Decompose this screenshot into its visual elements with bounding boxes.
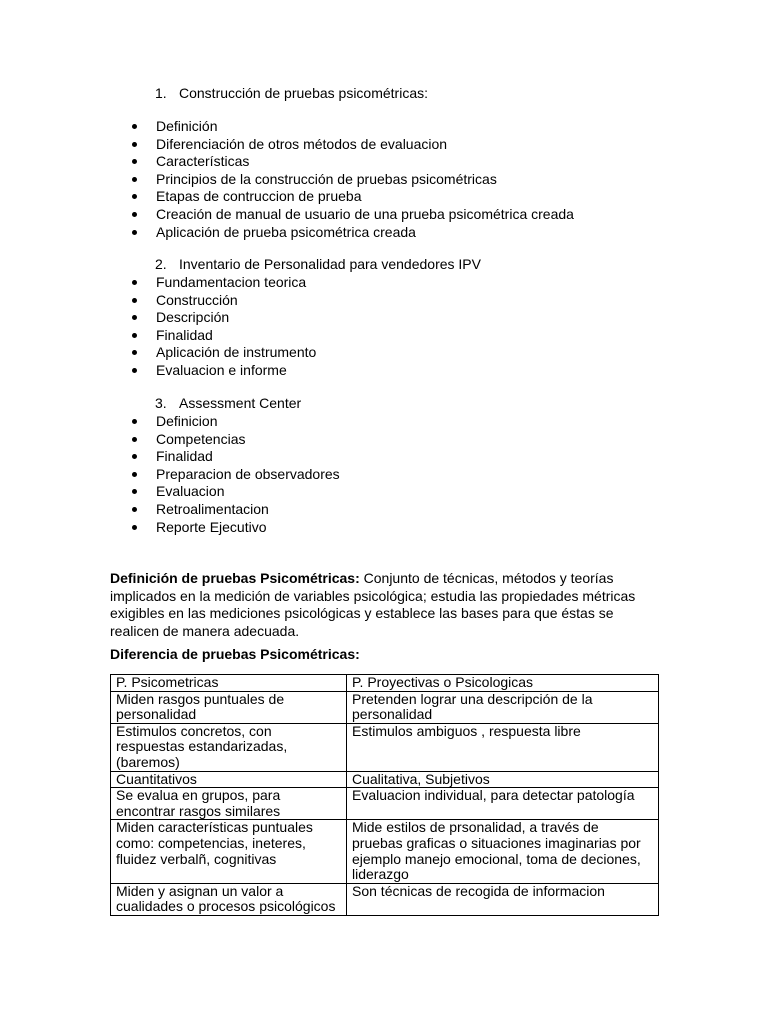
- list-item: Descripción: [0, 309, 768, 327]
- section-number: 3.: [155, 395, 167, 411]
- list-item: Creación de manual de usuario de una prueba psicométrica creada: [0, 206, 768, 224]
- section-heading: [155, 256, 481, 273]
- list-item: Finalidad: [0, 448, 768, 466]
- bullet-icon: [132, 298, 137, 303]
- list-item: Reporte Ejecutivo: [0, 519, 768, 537]
- bullet-icon: [132, 194, 137, 199]
- table-cell: Miden y asignan un valor a cualidades o procesos psicológicos: [111, 883, 347, 915]
- table-cell: Mide estilos de prsonalidad, a través de pruebas graficas o situaciones imaginarias por ejemplo manejo emocional, toma de deciones, liderazgo: [347, 820, 659, 883]
- comparison-table: [110, 674, 659, 916]
- list-item: Aplicación de instrumento: [0, 344, 768, 362]
- bullet-icon: [132, 230, 137, 235]
- list-item: Definición: [0, 118, 768, 136]
- table-row: [111, 723, 659, 771]
- table-header-row: [111, 675, 659, 692]
- bullet-icon: [132, 350, 137, 355]
- bullet-icon: [132, 368, 137, 373]
- section-heading: [155, 85, 428, 102]
- bullet-icon: [132, 507, 137, 512]
- section-number: 2.: [155, 256, 167, 272]
- section-title: Inventario de Personalidad para vendedores IPV: [179, 256, 481, 272]
- table-row: [111, 771, 659, 788]
- table-cell: Miden características puntuales como: competencias, ineteres, fluidez verbalñ, cognitivas: [111, 820, 347, 883]
- table-row: [111, 883, 659, 915]
- list-item: Finalidad: [0, 327, 768, 345]
- list-item: Construcción: [0, 292, 768, 310]
- table-cell: Estimulos ambiguos , respuesta libre: [347, 723, 659, 771]
- list-item: Retroalimentacion: [0, 501, 768, 519]
- bullet-icon: [132, 489, 137, 494]
- bullet-icon: [132, 454, 137, 459]
- list-item: Fundamentacion teorica: [0, 274, 768, 292]
- bullet-icon: [132, 124, 137, 129]
- table-cell: Miden rasgos puntuales de personalidad: [111, 691, 347, 723]
- bullet-list: [0, 118, 768, 241]
- bullet-icon: [132, 142, 137, 147]
- table-cell: Cualitativa, Subjetivos: [347, 771, 659, 788]
- bullet-icon: [132, 472, 137, 477]
- difference-heading: Diferencia de pruebas Psicométricas:: [110, 646, 360, 662]
- list-item: Competencias: [0, 431, 768, 449]
- list-item: Etapas de contruccion de prueba: [0, 188, 768, 206]
- bullet-list: [0, 413, 768, 536]
- bullet-icon: [132, 177, 137, 182]
- section-title: Construcción de pruebas psicométricas:: [179, 85, 429, 101]
- list-item: Definicion: [0, 413, 768, 431]
- bullet-icon: [132, 280, 137, 285]
- table-cell: Son técnicas de recogida de informacion: [347, 883, 659, 915]
- section-heading: [155, 395, 301, 412]
- bullet-icon: [132, 437, 137, 442]
- table-cell: P. Proyectivas o Psicologicas: [347, 675, 659, 692]
- list-item: Evaluacion e informe: [0, 362, 768, 380]
- section-number: 1.: [155, 85, 167, 101]
- list-item: Evaluacion: [0, 483, 768, 501]
- definition-text: Conjunto de técnicas, métodos y teorías implicados en la medición de variables psicológica; estudia las propiedades métricas exigibles en las mediciones psicológicas y establece las bases para que éstas se realicen de manera adecuada.: [110, 570, 636, 639]
- bullet-icon: [132, 212, 137, 217]
- table-cell: Cuantitativos: [111, 771, 347, 788]
- bullet-icon: [132, 419, 137, 424]
- list-item: Diferenciación de otros métodos de evaluacion: [0, 136, 768, 154]
- table-cell: Pretenden lograr una descripción de la personalidad: [347, 691, 659, 723]
- table-row: [111, 820, 659, 883]
- table-cell: P. Psicometricas: [111, 675, 347, 692]
- list-item: Principios de la construcción de pruebas psicométricas: [0, 171, 768, 189]
- bullet-icon: [132, 525, 137, 530]
- bullet-icon: [132, 333, 137, 338]
- list-item: Características: [0, 153, 768, 171]
- bullet-list: [0, 274, 768, 380]
- list-item: Preparacion de observadores: [0, 466, 768, 484]
- list-item: Aplicación de prueba psicométrica creada: [0, 224, 768, 242]
- table-cell: Se evalua en grupos, para encontrar rasgos similares: [111, 788, 347, 820]
- bullet-icon: [132, 159, 137, 164]
- table-row: [111, 691, 659, 723]
- definition-label: Definición de pruebas Psicométricas:: [110, 570, 360, 586]
- bullet-icon: [132, 315, 137, 320]
- definition-paragraph: [110, 570, 658, 640]
- table-cell: Evaluacion individual, para detectar patología: [347, 788, 659, 820]
- table-cell: Estimulos concretos, con respuestas estandarizadas, (baremos): [111, 723, 347, 771]
- table-row: [111, 788, 659, 820]
- section-title: Assessment Center: [179, 395, 302, 411]
